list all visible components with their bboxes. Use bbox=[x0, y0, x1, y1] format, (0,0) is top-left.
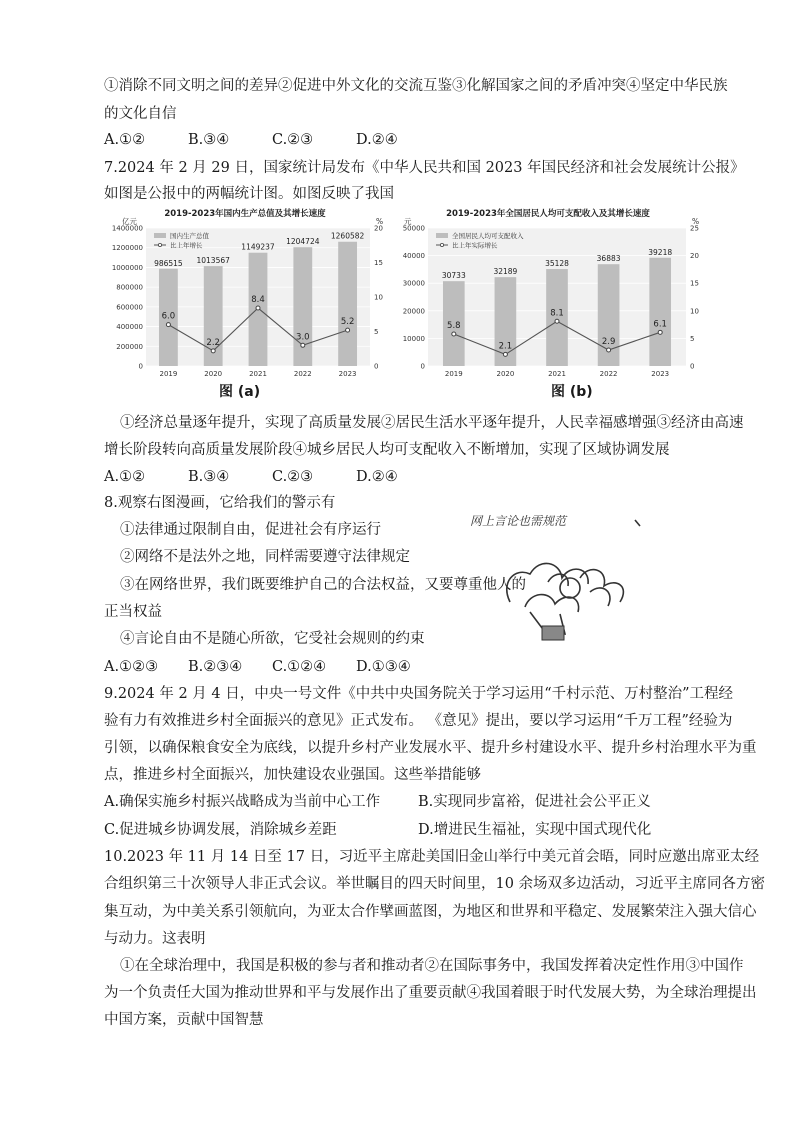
q6-option-b[interactable]: B.③④ bbox=[188, 132, 230, 148]
bar-value-label: 39218 bbox=[648, 247, 673, 257]
q8-stem: 8.观察右图漫画，它给我们的警示有 bbox=[104, 495, 336, 511]
growth-point bbox=[166, 323, 170, 327]
q7-statement-line2: 增长阶段转向高质量发展阶段④城乡居民人均可支配收入不断增加，实现了区域协调发展 bbox=[104, 442, 670, 458]
y-left-tick-label: 1200000 bbox=[111, 244, 143, 253]
q6-stem-line1: ①消除不同文明之间的差异②促进中外文化的交流互鉴③化解国家之间的矛盾冲突④坚定中华民族 bbox=[104, 78, 728, 94]
q8-statement-1: ①法律通过限制自由，促进社会有序运行 bbox=[120, 522, 381, 538]
y-left-tick-label: 600000 bbox=[116, 303, 143, 312]
bar-value-label: 1260582 bbox=[330, 231, 365, 241]
bar-value-label: 986515 bbox=[154, 258, 183, 268]
chart-gdp-svg bbox=[104, 206, 386, 384]
growth-value-label: 2.1 bbox=[498, 341, 513, 352]
y-left-tick-label: 400000 bbox=[116, 323, 143, 332]
x-tick-label: 2023 bbox=[651, 370, 670, 378]
q8-option-c[interactable]: C.①②④ bbox=[272, 659, 327, 675]
x-tick-label: 2021 bbox=[548, 370, 566, 378]
growth-point bbox=[555, 319, 559, 323]
chart-caption-a: 图 (a) bbox=[219, 384, 261, 400]
growth-point bbox=[607, 348, 611, 352]
q8-statement-2: ②网络不是法外之地，同样需要遵守法律规定 bbox=[120, 549, 410, 565]
q7-stem-line1: 7.2024 年 2 月 29 日，国家统计局发布《中华人民共和国 2023 年国民经济和社会发展统计公报》 bbox=[104, 160, 745, 176]
y-right-tick-label: 20 bbox=[690, 252, 699, 261]
legend-label-bar: 全国居民人均可支配收入 bbox=[452, 232, 524, 240]
bar bbox=[293, 247, 312, 366]
legend-label-line: 比上年实际增长 bbox=[452, 241, 498, 250]
y-right-tick-label: 15 bbox=[374, 259, 383, 267]
q10-statement-line1: ①在全球治理中，我国是积极的参与者和推动者②在国际事务中，我国发挥着决定性作用③中国作 bbox=[120, 958, 744, 974]
growth-value-label: 2.9 bbox=[601, 336, 616, 347]
bar-value-label: 1149237 bbox=[241, 242, 275, 252]
growth-value-label: 3.0 bbox=[296, 332, 310, 343]
q7-statement-line1: ①经济总量逐年提升，实现了高质量发展②居民生活水平逐年提升，人民幸福感增强③经济由高速 bbox=[120, 415, 744, 431]
q9-stem-line4: 点，推进乡村全面振兴，加快建设农业强国。这些举措能够 bbox=[104, 767, 481, 783]
q7-option-a[interactable]: A.①② bbox=[104, 469, 146, 485]
q8-option-b[interactable]: B.②③④ bbox=[188, 659, 243, 675]
q9-stem-line3: 引领，以确保粮食安全为底线，以提升乡村产业发展水平、提升乡村建设水平、提升乡村治理水平为重 bbox=[104, 740, 757, 756]
q10-stem-line4: 与动力。这表明 bbox=[104, 931, 206, 947]
x-tick-label: 2022 bbox=[599, 370, 618, 378]
y-left-tick-label: 1400000 bbox=[111, 224, 143, 233]
growth-point bbox=[211, 349, 215, 353]
growth-value-label: 6.1 bbox=[653, 319, 667, 330]
y-left-unit: 亿元 bbox=[122, 217, 137, 226]
chart-title: 2019-2023年国内生产总值及其增长速度 bbox=[164, 209, 326, 219]
growth-point bbox=[658, 330, 662, 334]
x-tick-label: 2020 bbox=[496, 370, 515, 378]
y-left-tick-label: 800000 bbox=[116, 283, 143, 292]
y-right-unit: % bbox=[692, 217, 700, 226]
q9-option-c[interactable]: C.促进城乡协调发展，消除城乡差距 bbox=[104, 822, 337, 838]
chart-income-svg bbox=[392, 206, 704, 384]
q10-statement-line2: 为一个负责任大国为推动世界和平与发展作出了重要贡献④我国着眼于时代发展大势，为全球治理提出 bbox=[104, 985, 757, 1001]
q10-stem-line3: 集互动，为中美关系引领航向，为亚太合作擘画蓝图，为地区和世界和平稳定、发展繁荣注入强大信心 bbox=[104, 904, 757, 920]
y-left-tick-label: 200000 bbox=[116, 342, 143, 351]
q8-option-a[interactable]: A.①②③ bbox=[104, 659, 159, 675]
q6-stem-line2: 的文化自信 bbox=[104, 106, 177, 122]
q6-option-c[interactable]: C.②③ bbox=[272, 132, 314, 148]
y-right-tick-label: 0 bbox=[374, 362, 379, 371]
growth-value-label: 2.2 bbox=[206, 337, 220, 348]
x-tick-label: 2022 bbox=[293, 370, 312, 378]
x-tick-label: 2021 bbox=[249, 370, 267, 378]
x-tick-label: 2019 bbox=[159, 370, 178, 378]
chart-gdp bbox=[104, 206, 386, 384]
growth-value-label: 8.4 bbox=[251, 295, 265, 306]
q9-option-a[interactable]: A.确保实施乡村振兴战略成为当前中心工作 bbox=[104, 794, 381, 810]
growth-point bbox=[452, 332, 456, 336]
legend-label-line: 比上年增长 bbox=[170, 241, 203, 250]
y-right-tick-label: 5 bbox=[690, 334, 695, 343]
q9-option-d[interactable]: D.增进民生福祉，实现中国式现代化 bbox=[418, 822, 652, 838]
y-right-unit: % bbox=[376, 217, 384, 226]
q6-option-a[interactable]: A.①② bbox=[104, 132, 146, 148]
bar-value-label: 35128 bbox=[545, 259, 569, 269]
bar-value-label: 1204724 bbox=[286, 237, 320, 247]
y-right-tick-label: 25 bbox=[690, 224, 699, 233]
x-tick-label: 2023 bbox=[338, 370, 357, 378]
cartoon-caption: 网上言论也需规范 bbox=[470, 514, 567, 528]
y-left-tick-label: 40000 bbox=[402, 252, 425, 261]
y-right-tick-label: 5 bbox=[374, 328, 379, 336]
q8-statement-3b: 正当权益 bbox=[104, 604, 162, 620]
y-left-unit: 元 bbox=[404, 217, 412, 226]
growth-value-label: 5.2 bbox=[340, 317, 355, 328]
legend-marker-line bbox=[158, 243, 161, 246]
y-left-tick-label: 30000 bbox=[402, 279, 425, 288]
q8-statement-4: ④言论自由不是随心所欲，它受社会规则的约束 bbox=[120, 631, 425, 647]
growth-value-label: 6.0 bbox=[161, 311, 176, 322]
chart-income bbox=[392, 206, 704, 384]
growth-value-label: 8.1 bbox=[550, 308, 564, 319]
q8-statement-3a: ③在网络世界，我们既要维护自己的合法权益，又要尊重他人的 bbox=[120, 577, 526, 593]
legend-swatch-bar bbox=[154, 233, 166, 238]
growth-point bbox=[256, 306, 260, 310]
q10-statement-line3: 中国方案，贡献中国智慧 bbox=[104, 1012, 264, 1028]
legend-marker-line bbox=[440, 243, 443, 246]
q7-option-c[interactable]: C.②③ bbox=[272, 469, 314, 485]
q10-stem-line1: 10.2023 年 11 月 14 日至 17 日，习近平主席赴美国旧金山举行中美元首会晤，同时应邀出席亚太经 bbox=[104, 849, 760, 865]
q7-options bbox=[104, 467, 398, 487]
q7-option-b[interactable]: B.③④ bbox=[188, 469, 230, 485]
q7-option-d[interactable]: D.②④ bbox=[356, 469, 398, 485]
y-right-tick-label: 0 bbox=[690, 362, 695, 371]
legend-label-bar: 国内生产总值 bbox=[170, 232, 209, 240]
y-right-tick-label: 15 bbox=[690, 279, 699, 288]
y-right-tick-label: 20 bbox=[374, 224, 383, 233]
chart-caption-b: 图 (b) bbox=[551, 384, 593, 400]
bar-value-label: 32189 bbox=[493, 267, 518, 277]
q6-options bbox=[104, 130, 398, 150]
y-right-tick-label: 10 bbox=[374, 293, 383, 302]
bar-value-label: 36883 bbox=[596, 254, 621, 264]
growth-point bbox=[346, 328, 350, 332]
q9-option-b[interactable]: B.实现同步富裕，促进社会公平正义 bbox=[418, 794, 651, 810]
chart-title: 2019-2023年全国居民人均可支配收入及其增长速度 bbox=[446, 209, 650, 219]
bar bbox=[649, 258, 671, 366]
q8-options bbox=[104, 657, 411, 677]
growth-point bbox=[503, 352, 507, 356]
y-left-tick-label: 1000000 bbox=[111, 263, 143, 272]
q7-stem-line2: 如图是公报中的两幅统计图。如图反映了我国 bbox=[104, 186, 394, 202]
q10-stem-line2: 合组织第三十次领导人非正式会议。举世瞩目的四天时间里，10 余场双多边活动，习近平主席同各方密 bbox=[104, 876, 766, 892]
y-left-tick-label: 50000 bbox=[402, 224, 425, 233]
q8-option-d[interactable]: D.①③④ bbox=[356, 659, 411, 675]
y-left-tick-label: 20000 bbox=[402, 307, 425, 316]
cartoon-illustration bbox=[470, 512, 670, 652]
y-left-tick-label: 0 bbox=[420, 362, 425, 371]
q6-option-d[interactable]: D.②④ bbox=[356, 132, 398, 148]
y-right-tick-label: 10 bbox=[690, 307, 699, 316]
y-left-tick-label: 10000 bbox=[402, 334, 425, 343]
x-tick-label: 2020 bbox=[204, 370, 223, 378]
growth-value-label: 5.8 bbox=[447, 320, 461, 331]
bar bbox=[338, 242, 357, 366]
q9-stem-line1: 9.2024 年 2 月 4 日，中央一号文件《中共中央国务院关于学习运用“千村示范、万村整治”工程经 bbox=[104, 686, 734, 702]
growth-point bbox=[301, 343, 305, 347]
q9-stem-line2: 验有力有效推进乡村全面振兴的意见》正式发布。 《意见》提出，要以学习运用“千万工程”经验为 bbox=[104, 713, 733, 729]
y-left-tick-label: 0 bbox=[138, 362, 143, 371]
bar-value-label: 30733 bbox=[441, 271, 466, 281]
x-tick-label: 2019 bbox=[444, 370, 463, 378]
cartoon-drawing bbox=[470, 512, 670, 652]
bar-value-label: 1013567 bbox=[196, 256, 230, 266]
legend-swatch-bar bbox=[436, 233, 448, 238]
